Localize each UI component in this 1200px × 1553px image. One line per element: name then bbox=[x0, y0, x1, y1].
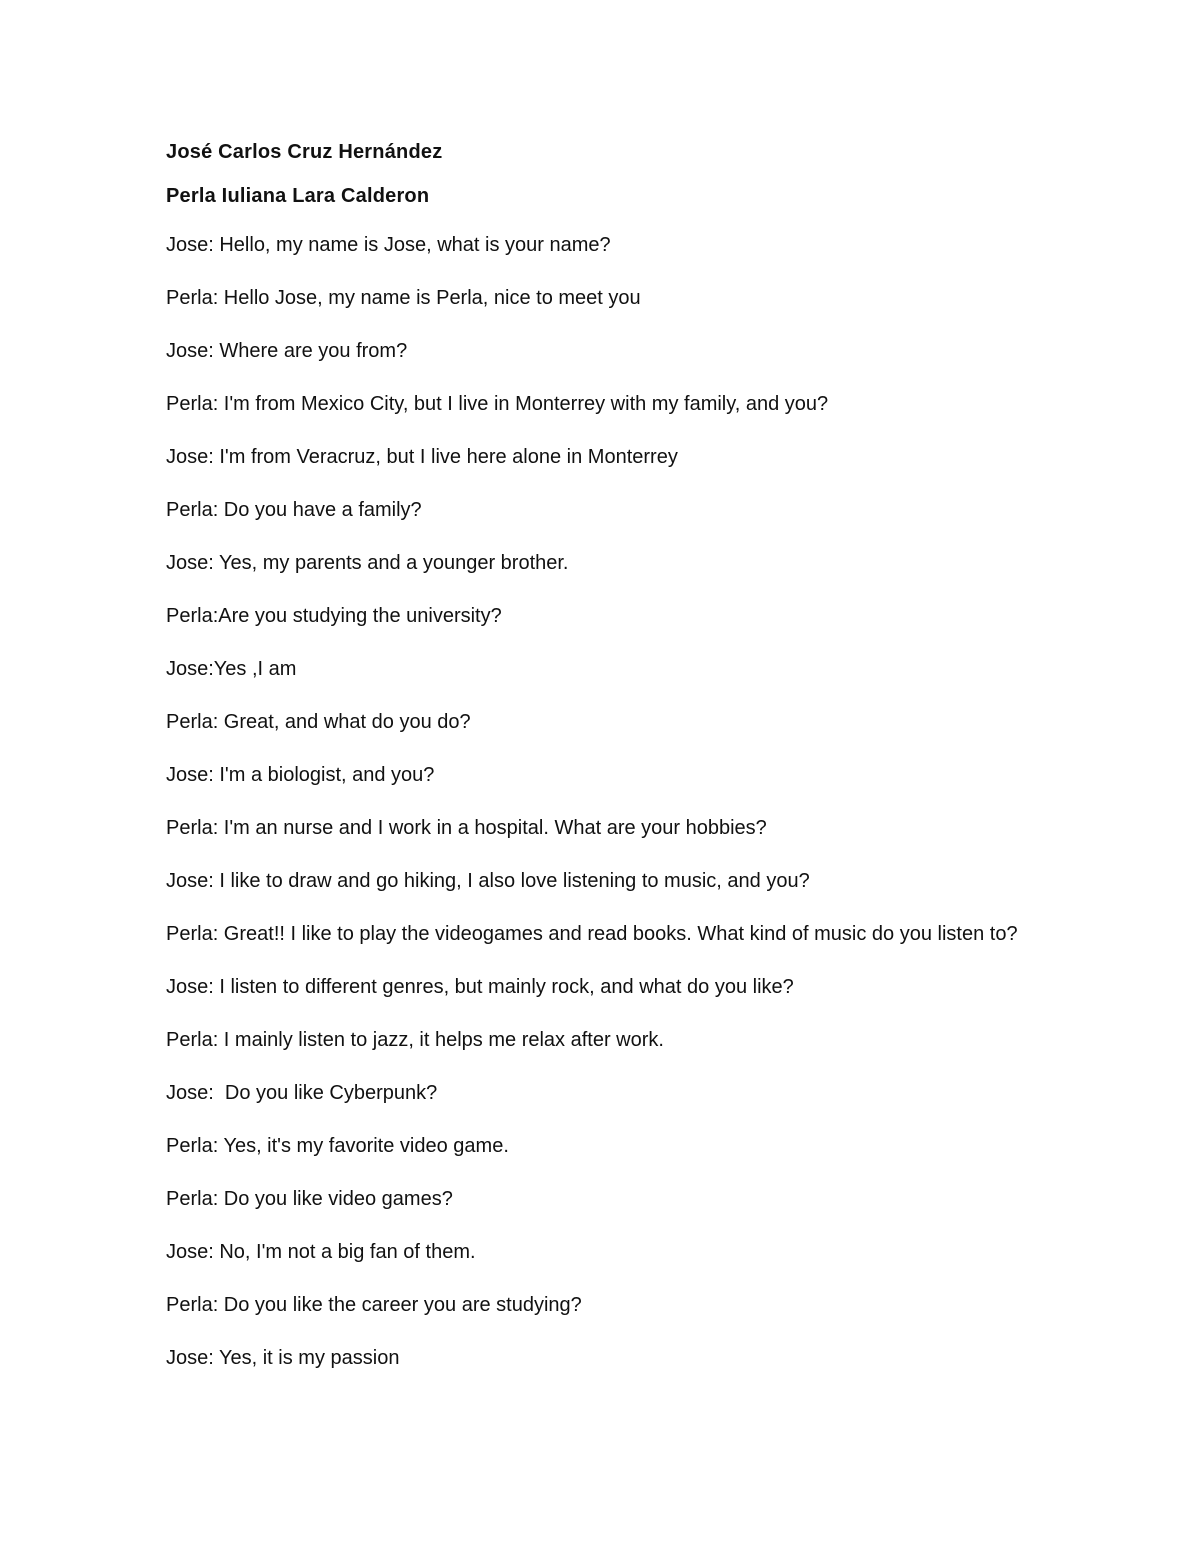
dialogue-line: Perla: I'm from Mexico City, but I live in Monterrey with my family, and you? bbox=[166, 393, 829, 415]
dialogue-line: Perla: Do you have a family? bbox=[166, 499, 422, 521]
dialogue-line: Jose: I like to draw and go hiking, I also love listening to music, and you? bbox=[166, 870, 810, 892]
dialogue-line: Perla: Hello Jose, my name is Perla, nice to meet you bbox=[166, 287, 641, 309]
dialogue-line: Perla: I'm an nurse and I work in a hospital. What are your hobbies? bbox=[166, 817, 767, 839]
dialogue-line: Jose: I'm a biologist, and you? bbox=[166, 764, 435, 786]
author-name-1: José Carlos Cruz Hernández bbox=[166, 141, 443, 163]
dialogue-line: Perla: Yes, it's my favorite video game. bbox=[166, 1135, 509, 1157]
author-name-2: Perla Iuliana Lara Calderon bbox=[166, 185, 430, 207]
dialogue-line: Perla: Do you like the career you are studying? bbox=[166, 1294, 582, 1316]
document-page bbox=[166, 136, 1032, 1393]
dialogue-line: Jose: Where are you from? bbox=[166, 340, 408, 362]
dialogue-line: Perla: Great!! I like to play the videogames and read books. What kind of music do you listen to? bbox=[166, 923, 1018, 945]
dialogue-line: Jose: I listen to different genres, but mainly rock, and what do you like? bbox=[166, 976, 794, 998]
dialogue-line: Jose:Yes ,I am bbox=[166, 658, 297, 680]
dialogue-line: Jose: Yes, my parents and a younger brother. bbox=[166, 552, 569, 574]
dialogue-line: Jose: Do you like Cyberpunk? bbox=[166, 1082, 438, 1104]
dialogue-line: Jose: I'm from Veracruz, but I live here alone in Monterrey bbox=[166, 446, 678, 468]
dialogue-line: Perla: Do you like video games? bbox=[166, 1188, 453, 1210]
dialogue-line: Perla: I mainly listen to jazz, it helps me relax after work. bbox=[166, 1029, 664, 1051]
dialogue-line: Jose: No, I'm not a big fan of them. bbox=[166, 1241, 476, 1263]
dialogue-line: Perla: Great, and what do you do? bbox=[166, 711, 471, 733]
dialogue-line: Jose: Hello, my name is Jose, what is your name? bbox=[166, 234, 611, 256]
dialogue-line: Perla:Are you studying the university? bbox=[166, 605, 502, 627]
dialogue-line: Jose: Yes, it is my passion bbox=[166, 1347, 400, 1369]
dialogue bbox=[166, 227, 1032, 1376]
